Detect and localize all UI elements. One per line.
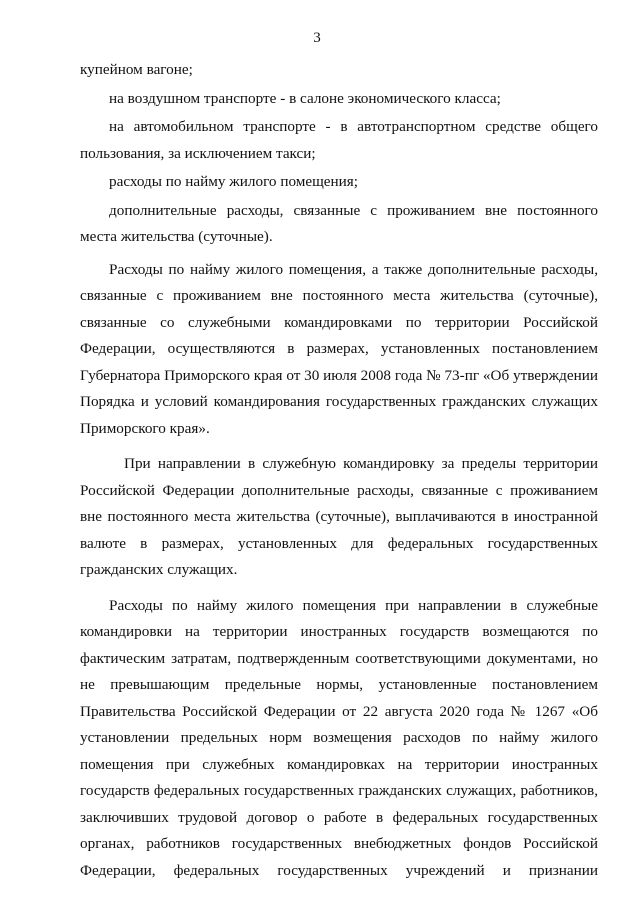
paragraph-auto-transport: на автомобильном транспорте - в автотранспортном средстве общего пользования, за исключением такси; — [80, 118, 598, 162]
document-body — [80, 57, 598, 884]
paragraph-daily-allowance: дополнительные расходы, связанные с проживанием вне постоянного места жительства (суточные). — [80, 201, 598, 245]
paragraph-foreign-housing: Расходы по найму жилого помещения при направлении в служебные командировки на территории иностранных государств возмещаются по фактическим затратам, подтвержденным соответствующими документами, но не превышающим предельные нормы, установленные постановлением Правительства Российской Федерации от 22 августа 2020 года № 1267 «Об установлении предельных норм возмещения расходов по найму жилого помещения при служебных командировках на территории иностранных государств федеральных государственных гражданских служащих, работников, заключивших трудовой договор о работе в федеральных государственных органах, работников государственных внебюджетных фондов Российской Федерации, федеральных государственных учреждений и признании — [80, 596, 598, 879]
paragraph-foreign-daily: При направлении в служебную командировку за пределы территории Российской Федерации дополнительные расходы, связанные с проживанием вне постоянного места жительства (суточные), выплачиваются в иностранной валюте в размерах, установленных для федеральных государственных гражданских служащих. — [80, 455, 598, 578]
paragraph-continuation: купейном вагоне; — [80, 61, 193, 78]
paragraph-air-transport: на воздушном транспорте - в салоне экономического класса; — [109, 89, 501, 107]
page-number: 3 — [313, 30, 321, 46]
paragraph-housing-expenses: расходы по найму жилого помещения; — [109, 173, 359, 190]
paragraph-domestic-trips: Расходы по найму жилого помещения, а также дополнительные расходы, связанные с проживанием вне постоянного места жительства (суточные), связанные со служебными командировками по территории Российской Федерации, осуществляются в размерах, установленных постановлением Губернатора Приморского края от 30 июля 2008 года № 73-пг «Об утверждении Порядка и условий командирования государственных гражданских служащих Приморского края». — [80, 260, 598, 437]
